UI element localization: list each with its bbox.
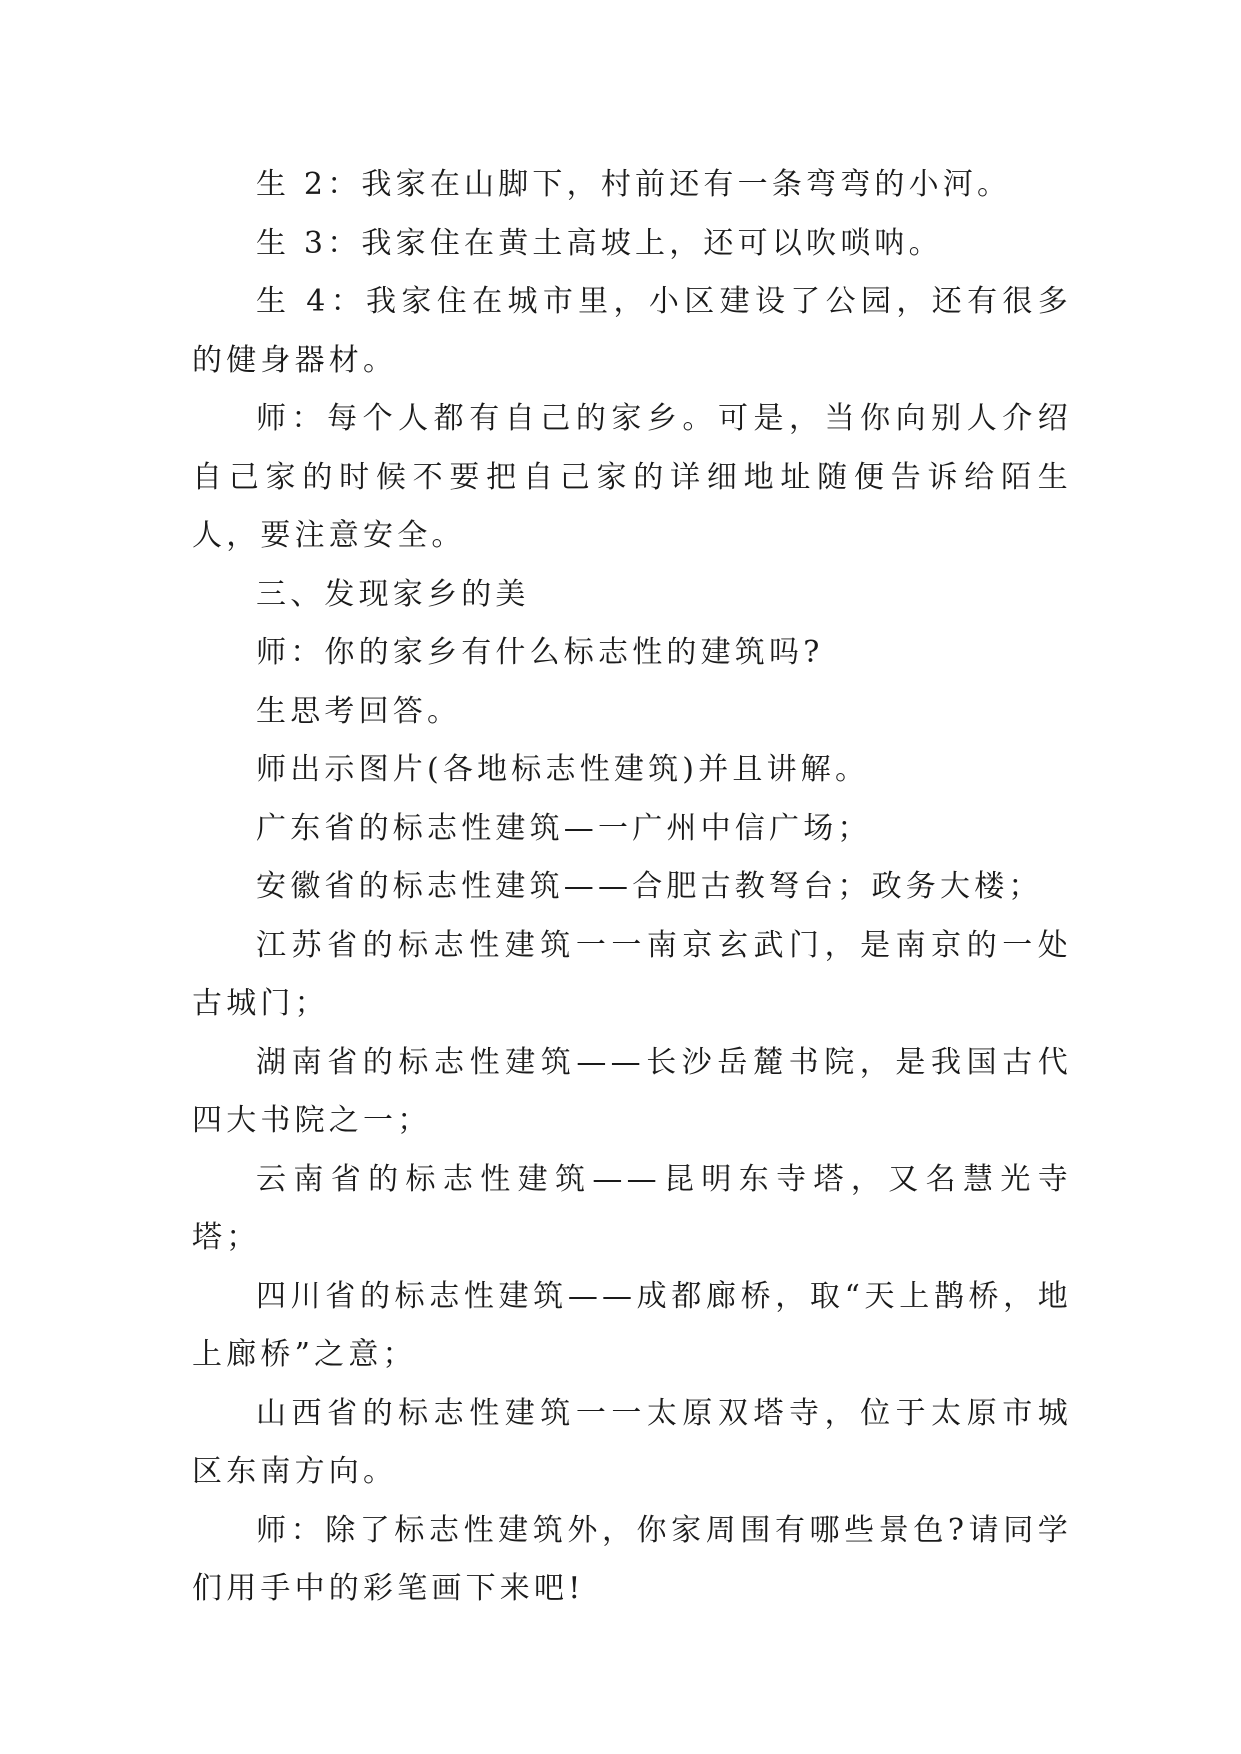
student-4-answer: 生 4：我家住在城市里，小区建设了公园，还有很多的健身器材。	[192, 284, 1072, 378]
section-heading: 三、发现家乡的美	[256, 576, 530, 612]
landmark-yunnan: 云南省的标志性建筑——昆明东寺塔，又名慧光寺塔；	[192, 1161, 1072, 1255]
landmark-anhui: 安徽省的标志性建筑——合肥古教弩台；政务大楼；	[256, 869, 1043, 904]
teacher-question: 师：你的家乡有什么标志性的建筑吗?	[256, 635, 824, 670]
landmark-sichuan: 四川省的标志性建筑——成都廊桥，取“天上鹊桥，地上廊桥”之意；	[192, 1278, 1072, 1372]
teacher-shows-pictures: 师出示图片(各地标志性建筑)并且讲解。	[256, 752, 870, 787]
landmark-hunan: 湖南省的标志性建筑——长沙岳麓书院，是我国古代四大书院之一；	[192, 1044, 1072, 1138]
landmark-guangdong: 广东省的标志性建筑—一广州中信广场；	[256, 810, 872, 846]
landmark-shanxi: 山西省的标志性建筑一一太原双塔寺，位于太原市城区东南方向。	[192, 1395, 1072, 1489]
teacher-drawing-activity: 师：除了标志性建筑外，你家周围有哪些景色?请同学们用手中的彩笔画下来吧!	[192, 1512, 1072, 1606]
document-body	[192, 156, 1072, 1619]
landmark-jiangsu: 江苏省的标志性建筑一一南京玄武门，是南京的一处古城门；	[192, 927, 1072, 1021]
teacher-safety-note: 师：每个人都有自己的家乡。可是，当你向别人介绍自己家的时候不要把自己家的详细地址随便告诉给陌生人，要注意安全。	[192, 401, 1072, 553]
student-2-answer: 生 2：我家在山脚下，村前还有一条弯弯的小河。	[256, 167, 1012, 202]
student-response: 生思考回答。	[256, 693, 462, 729]
student-3-answer: 生 3：我家住在黄土高坡上，还可以吹唢呐。	[256, 225, 943, 261]
